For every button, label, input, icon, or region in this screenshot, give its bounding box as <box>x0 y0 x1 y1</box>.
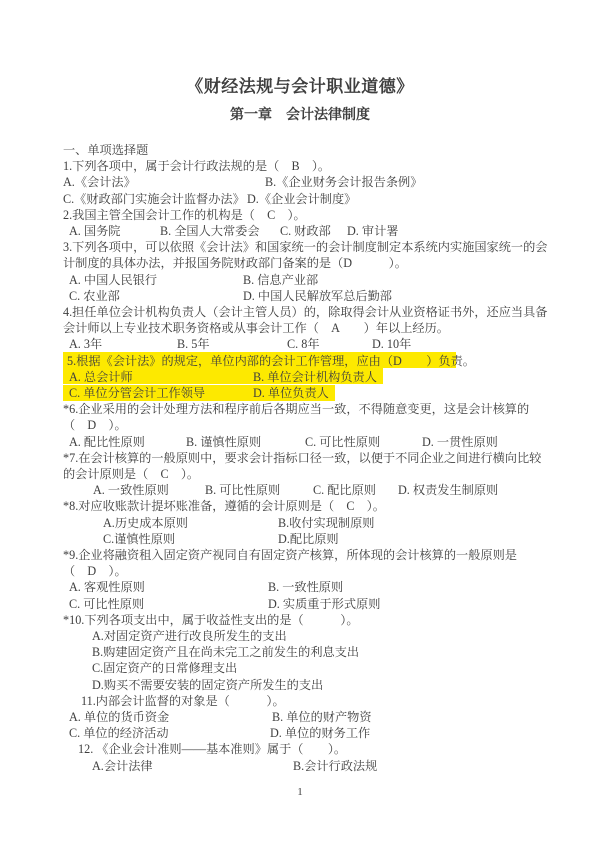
text-segment: B. 谨慎性原则 <box>186 434 262 449</box>
text-segment: *6.企业采用的会计处理方法和程序前后各期应当一致，不得随意变更，这是会计核算的 <box>63 402 530 417</box>
text-segment: B.购建固定资产且在尚未完工之前发生的利息支出 <box>92 645 360 660</box>
text-segment: C.谨慎性原则 <box>103 531 176 546</box>
text-segment: A.对固定资产进行改良所发生的支出 <box>92 629 287 643</box>
text-segment: D. 实质重于形式原则 <box>268 596 381 611</box>
text-segment: （ D ）。 <box>63 418 127 433</box>
text-segment: A. 中国人民银行 <box>69 272 158 287</box>
text-segment: *7.在会计核算的一般原则中，要求会计指标口径一致，以便于不同企业之间进行横向比较 <box>63 450 542 465</box>
document-title: 《财经法规与会计职业道德》 <box>186 77 414 96</box>
text-segment: C.固定资产的日常修理支出 <box>92 661 238 676</box>
text-segment: B. 一致性原则 <box>268 580 344 595</box>
text-segment: C. 可比性原则 <box>69 596 145 611</box>
text-segment: 4.担任单位会计机构负责人（会计主管人员）的，除取得会计从业资格证书外，还应当具备 <box>63 305 548 319</box>
text-segment: 5.根据《会计法》的规定，单位内部的会计工作管理，应由（D ）负责。 <box>67 353 475 368</box>
chapter-heading: 第一章 会计法律制度 <box>230 108 370 123</box>
text-segment: 12. 《企业会计准则——基本准则》属于（ ）。 <box>78 742 347 757</box>
text-segment: B. 5年 <box>177 337 210 352</box>
text-segment: 计制度的具体办法，并报国务院财政部门备案的是（D ）。 <box>63 256 407 271</box>
text-segment: A. 3年 <box>69 337 103 352</box>
text-segment: C. 配比原则 <box>313 483 376 498</box>
text-segment: D. 权责发生制原则 <box>398 483 499 498</box>
text-segment: 1.下列各项中，属于会计行政法规的是（ B ）。 <box>63 159 331 174</box>
text-segment: B.会计行政法规 <box>293 758 378 773</box>
text-segment: A.《会计法》 <box>63 175 136 190</box>
text-segment: 会计师以上专业技术职务资格或从事会计工作（ A ）年以上经历。 <box>63 321 449 336</box>
text-segment: D. 单位的财务工作 <box>270 726 371 741</box>
text-segment: C. 8年 <box>287 337 320 352</box>
text-segment: D. 单位负责人 <box>253 386 329 400</box>
text-segment: 一、单项选择题 <box>63 143 149 157</box>
text-segment: 2.我国主管全国会计工作的机构是（ C ）。 <box>63 207 306 222</box>
text-segment: 的会计原则是（ C ）。 <box>63 467 200 481</box>
page-number: 1 <box>297 786 303 798</box>
text-segment: （ D ）。 <box>63 564 127 579</box>
text-segment: A.历史成本原则 <box>103 515 188 530</box>
text-segment: C. 农业部 <box>69 288 120 303</box>
text-segment: *9.企业将融资租入固定资产视同自有固定资产核算，所体现的会计核算的一般原则是 <box>63 548 517 562</box>
text-segment: B. 可比性原则 <box>205 483 281 498</box>
text-segment: C.《财政部门实施会计监督办法》 <box>63 191 245 206</box>
text-segment: D.《企业会计制度》 <box>247 191 357 206</box>
text-segment: D. 审计署 <box>347 224 399 238</box>
text-segment: B. 单位会计机构负责人 <box>253 369 377 384</box>
text-segment: C. 财政部 <box>280 224 331 238</box>
text-segment: A. 客观性原则 <box>69 580 145 595</box>
text-segment: B. 信息产业部 <box>243 272 319 287</box>
text-segment: C. 可比性原则 <box>305 434 381 449</box>
text-segment: A. 一致性原则 <box>93 483 169 498</box>
text-segment: B.《企业财务会计报告条例》 <box>265 175 423 190</box>
text-segment: *8.对应收账款计提坏账准备，遵循的会计原则是（ C ）。 <box>63 499 385 514</box>
text-segment: B. 单位的财产物资 <box>272 710 372 724</box>
text-segment: A.会计法律 <box>92 758 153 773</box>
text-segment: D.配比原则 <box>278 531 339 546</box>
text-segment: A. 配比性原则 <box>69 434 145 449</box>
text-segment: 11.内部会计监督的对象是（ ）。 <box>81 693 285 708</box>
text-segment: B.收付实现制原则 <box>278 515 375 530</box>
text-segment: B. 全国人大常委会 <box>160 224 260 238</box>
text-segment: D. 10年 <box>372 337 412 352</box>
text-segment: D.购买不需要安装的固定资产所发生的支出 <box>92 677 324 692</box>
text-segment: C. 单位的经济活动 <box>69 726 169 741</box>
text-segment: A. 国务院 <box>69 224 121 238</box>
text-segment: 3.下列各项中，可以依照《会计法》和国家统一的会计制度制定本系统内实施国家统一的会 <box>63 240 548 255</box>
text-segment: A. 总会计师 <box>69 369 133 384</box>
text-segment: D. 中国人民解放军总后勤部 <box>243 288 392 303</box>
text-segment: D. 一贯性原则 <box>422 434 498 449</box>
text-segment: C. 单位分管会计工作领导 <box>69 386 206 400</box>
text-segment: A. 单位的货币资金 <box>69 710 170 724</box>
text-segment: *10.下列各项支出中，属于收益性支出的是（ ）。 <box>63 612 359 627</box>
